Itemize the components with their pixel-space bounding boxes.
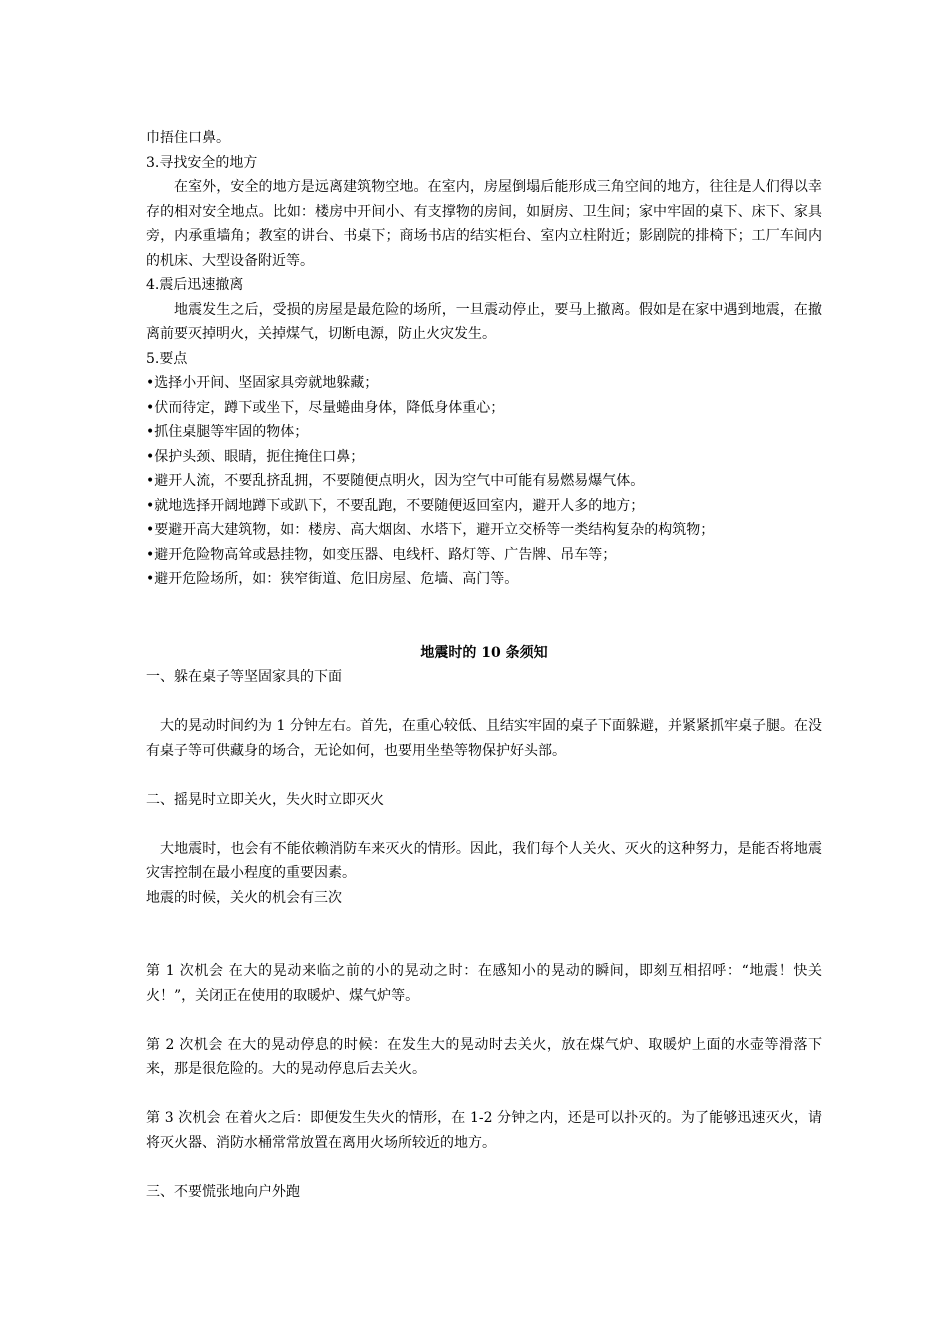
spacer [146, 763, 822, 788]
section-title: 地震时的 10 条须知 [420, 644, 548, 661]
bullet-item: •保护头颈、眼睛，扼住掩住口鼻； [146, 448, 365, 465]
paragraph-rule-2: 大地震时，也会有不能依赖消防车来灭火的情形。因此，我们每个人关火、灭火的这种努力，是能否将地震灾害控制在最小程度的重要因素。 [146, 840, 822, 881]
spacer [146, 690, 822, 715]
paragraph-three-chances: 地震的时候，关火的机会有三次 [146, 889, 342, 906]
rule-heading-1: 一、躲在桌子等坚固家具的下面 [146, 669, 342, 685]
paragraph-chance-2: 第 2 次机会 在大的晃动停息的时候：在发生大的晃动时去关火，放在煤气炉、取暖炉上面的水壶等滑落下来，那是很危险的。大的晃动停息后去关火。 [146, 1036, 822, 1077]
spacer [146, 910, 822, 959]
spacer [146, 1008, 822, 1033]
paragraph-rule-1: 大的晃动时间约为 1 分钟左右。首先，在重心较低、且结实牢固的桌子下面躲避，并紧紧抓牢桌子腿。在没有桌子等可供藏身的场合，无论如何，也要用坐垫等物保护好头部。 [146, 718, 822, 759]
paragraph-safe-place: 在室外，安全的地方是远离建筑物空地。在室内，房屋倒塌后能形成三角空间的地方，往往是人们得以幸存的相对安全地点。比如：楼房中开间小、有支撑物的房间，如厨房、卫生间；家中牢固的桌下、床下、家具旁，内承重墙角；教室的讲台、书桌下；商场书店的结实柜台、室内立柱附近；影剧院的排椅下；工厂车间内的机床、大型设备附近等。 [146, 179, 822, 269]
bullet-item: •要避开高大建筑物，如：楼房、高大烟囱、水塔下，避开立交桥等一类结构复杂的构筑物； [146, 522, 715, 538]
rule-heading-2: 二、摇晃时立即关火，失火时立即灭火 [146, 791, 384, 808]
bullet-item: •伏而待定，蹲下或坐下，尽量蜷曲身体，降低身体重心； [146, 399, 505, 416]
bullet-item: •避开危险场所，如：狭窄街道、危旧房屋、危墙、高门等。 [146, 571, 519, 587]
paragraph-chance-3: 第 3 次机会 在着火之后：即便发生失火的情形，在 1-2 分钟之内，还是可以扑灭的。为了能够迅速灭火，请将灭火器、消防水桶常常放置在离用火场所较近的地方。 [146, 1110, 822, 1151]
bullet-item: •避开人流，不要乱挤乱拥，不要随便点明火，因为空气中可能有易燃易爆气体。 [146, 473, 645, 489]
spacer [146, 1082, 822, 1107]
paragraph-evacuate: 地震发生之后，受损的房屋是最危险的场所，一旦震动停止，要马上撤离。假如是在家中遇到地震，在撤离前要灭掉明火，关掉煤气，切断电源，防止火灾发生。 [146, 301, 822, 342]
bullet-item: •抓住桌腿等牢固的物体； [146, 424, 309, 440]
section-heading-safe-place: 3.寻找安全的地方 [146, 154, 258, 171]
section-heading-key-points: 5.要点 [146, 350, 188, 367]
spacer [146, 1155, 822, 1180]
document-body [146, 126, 822, 1204]
bullet-item: •选择小开间、坚固家具旁就地躲藏； [146, 375, 379, 391]
bullet-item: •就地选择开阔地蹲下或趴下，不要乱跑，不要随便返回室内，避开人多的地方； [146, 497, 645, 514]
rule-heading-3: 三、不要慌张地向户外跑 [146, 1183, 300, 1200]
spacer [146, 812, 822, 837]
paragraph-continuation: 巾捂住口鼻。 [146, 130, 230, 146]
bullet-item: •避开危险物高耸或悬挂物，如变压器、电线杆、路灯等、广告牌、吊车等； [146, 546, 617, 563]
spacer [146, 592, 822, 641]
section-heading-evacuate: 4.震后迅速撤离 [146, 277, 244, 293]
paragraph-chance-1: 第 1 次机会 在大的晃动来临之前的小的晃动之时：在感知小的晃动的瞬间，即刻互相招呼：“地震！快关火！”，关闭正在使用的取暖炉、煤气炉等。 [146, 963, 822, 1004]
